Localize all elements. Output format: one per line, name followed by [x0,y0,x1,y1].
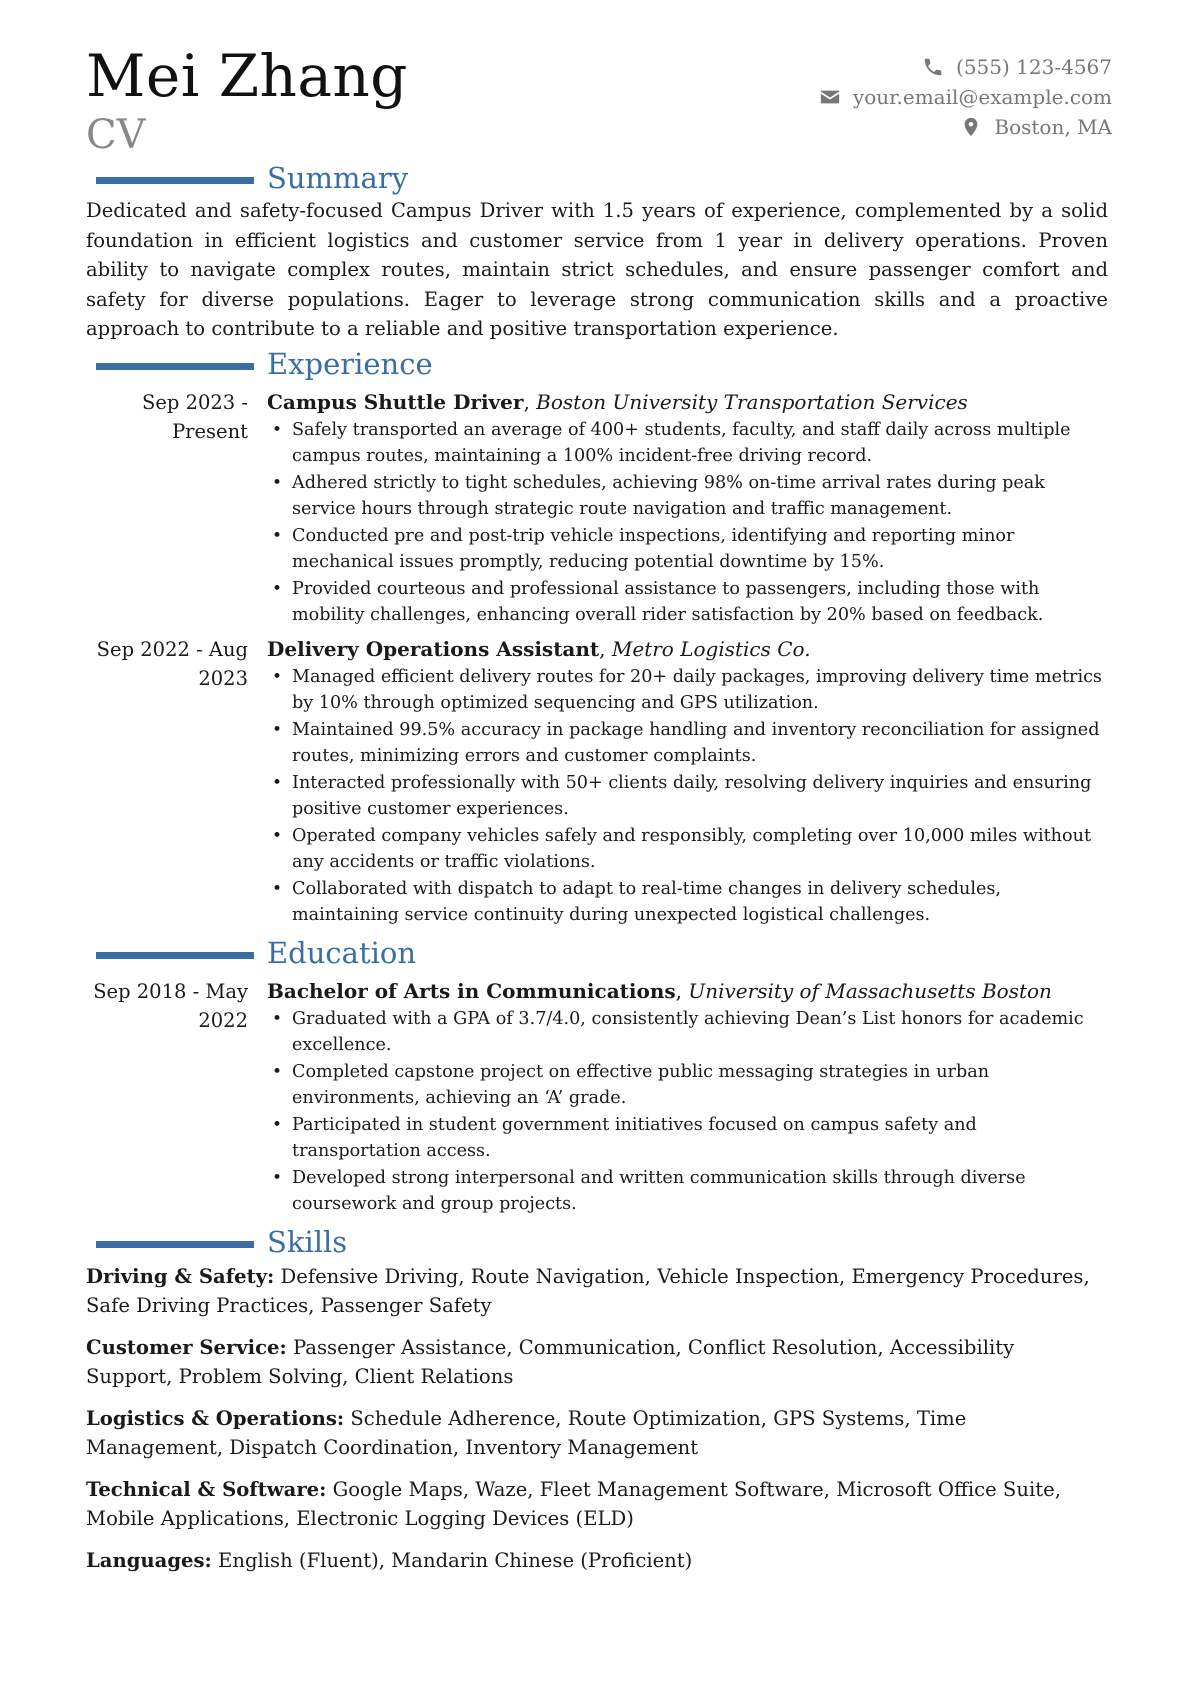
summary-title: Summary [267,161,409,195]
skill-category: Languages: [86,1548,212,1572]
candidate-name: Mei Zhang [86,42,408,110]
bullet-item: • Adhered strictly to tight schedules, achieving 98% on-time arrival rates during peak service hours through strategic route navigation and traffic management. [292,470,1112,523]
education-section-header [86,937,1112,971]
entry-institution: University of Massachusetts Boston [688,978,1052,1003]
entry-degree: Bachelor of Arts in Communications [267,978,676,1003]
experience-entry [86,388,1112,629]
bullet-item: • Participated in student government initiatives focused on campus safety and transportation access. [292,1112,1112,1165]
skills-list [86,1262,1112,1575]
contact-location: Boston, MA [994,115,1112,139]
section-accent-bar [96,177,254,184]
skill-category: Driving & Safety: [86,1264,275,1288]
skill-category: Logistics & Operations: [86,1406,345,1430]
bullet-item: • Graduated with a GPA of 3.7/4.0, consistently achieving Dean’s List honors for academic excellence. [292,1006,1112,1059]
skill-items: English (Fluent), Mandarin Chinese (Proficient) [218,1548,693,1572]
contact-info [819,52,1112,142]
bullet-item: • Safely transported an average of 400+ students, faculty, and staff daily across multiple campus routes, maintaining a 100% incident-free driving record. [292,417,1112,470]
entry-body [267,635,1112,929]
experience-title: Experience [267,346,433,381]
document-subtitle: CV [86,112,146,158]
entry-bullets [267,1006,1112,1218]
bullet-item: • Operated company vehicles safely and responsibly, completing over 10,000 miles without any accidents or traffic violations. [292,823,1112,876]
experience-entry [86,635,1112,929]
skill-items: Google Maps, Waze, Fleet Management Software, Microsoft Office Suite, Mobile Applications, Electronic Logging Devices (ELD) [86,1477,1061,1530]
skill-group [86,1333,1112,1391]
entry-bullets [267,664,1112,929]
contact-email-row [819,82,1112,112]
skills-section-header [86,1226,1112,1260]
contact-phone-row [819,52,1112,82]
bullet-item: • Provided courteous and professional assistance to passengers, including those with mobility challenges, enhancing overall rider satisfaction by 20% based on feedback. [292,576,1112,629]
entry-date: Sep 2023 - Present [142,390,248,443]
entry-date: Sep 2018 - May 2022 [93,979,248,1032]
skill-group [86,1475,1112,1533]
contact-phone[interactable]: (555) 123-4567 [956,55,1112,79]
entry-organization: Boston University Transportation Services [536,389,968,414]
bullet-item: • Interacted professionally with 50+ clients daily, resolving delivery inquiries and ensuring positive customer experiences. [292,770,1112,823]
education-entry [86,977,1112,1218]
contact-email[interactable]: your.email@example.com [852,85,1112,109]
bullet-item: • Developed strong interpersonal and written communication skills through diverse coursework and group projects. [292,1165,1112,1218]
bullet-item: • Conducted pre and post-trip vehicle inspections, identifying and reporting minor mechanical issues promptly, reducing potential downtime by 15%. [292,523,1112,576]
section-accent-bar [96,1241,254,1248]
entry-heading: Bachelor of Arts in Communications, University of Massachusetts Boston [267,978,1052,1003]
skill-group [86,1404,1112,1462]
phone-icon [922,56,944,78]
entry-body [267,977,1112,1218]
experience-section-header [86,348,1112,382]
contact-location-row [819,112,1112,142]
skill-group [86,1262,1112,1320]
map-pin-icon [960,116,982,138]
bullet-item: • Managed efficient delivery routes for 20+ daily packages, improving delivery time metrics by 10% through optimized sequencing and GPS utilization. [292,664,1112,717]
skill-group [86,1546,1112,1575]
section-accent-bar [96,952,254,959]
resume-header [86,40,1112,158]
resume-page [86,40,1112,1588]
skills-title: Skills [267,1224,348,1259]
skill-category: Customer Service: [86,1335,287,1359]
education-title: Education [267,935,417,970]
entry-heading: Delivery Operations Assistant, Metro Logistics Co. [267,636,811,661]
entry-bullets [267,417,1112,629]
bullet-item: • Collaborated with dispatch to adapt to real-time changes in delivery schedules, maintaining service continuity during unexpected logistical challenges. [292,876,1112,929]
bullet-item: • Maintained 99.5% accuracy in package handling and inventory reconciliation for assigned routes, minimizing errors and customer complaints. [292,717,1112,770]
entry-body [267,388,1112,629]
skill-items: Passenger Assistance, Communication, Conflict Resolution, Accessibility Support, Problem Solving, Client Relations [86,1335,1015,1388]
summary-section-header [86,162,1112,196]
skill-items: Defensive Driving, Route Navigation, Vehicle Inspection, Emergency Procedures, Safe Driving Practices, Passenger Safety [86,1264,1090,1317]
entry-role: Delivery Operations Assistant [267,636,600,661]
skill-category: Technical & Software: [86,1477,327,1501]
entry-role: Campus Shuttle Driver [267,389,524,414]
section-accent-bar [96,363,254,370]
skill-items: Schedule Adherence, Route Optimization, GPS Systems, Time Management, Dispatch Coordination, Inventory Management [86,1406,967,1459]
entry-date: Sep 2022 - Aug 2023 [96,637,248,690]
envelope-icon [819,86,841,108]
entry-organization: Metro Logistics Co. [611,636,811,661]
bullet-item: • Completed capstone project on effective public messaging strategies in urban environments, achieving an ‘A’ grade. [292,1059,1112,1112]
summary-text: Dedicated and safety-focused Campus Driver with 1.5 years of experience, complemented by a solid foundation in efficient logistics and customer service from 1 year in delivery operations. Proven ability to navigate complex routes, maintain strict schedules, and ensure passenger comfort and safety for diverse populations. Eager to leverage strong communication skills and a proactive approach to contribute to a reliable and positive transportation experience. [86,199,1108,340]
entry-heading: Campus Shuttle Driver, Boston University Transportation Services [267,389,968,414]
